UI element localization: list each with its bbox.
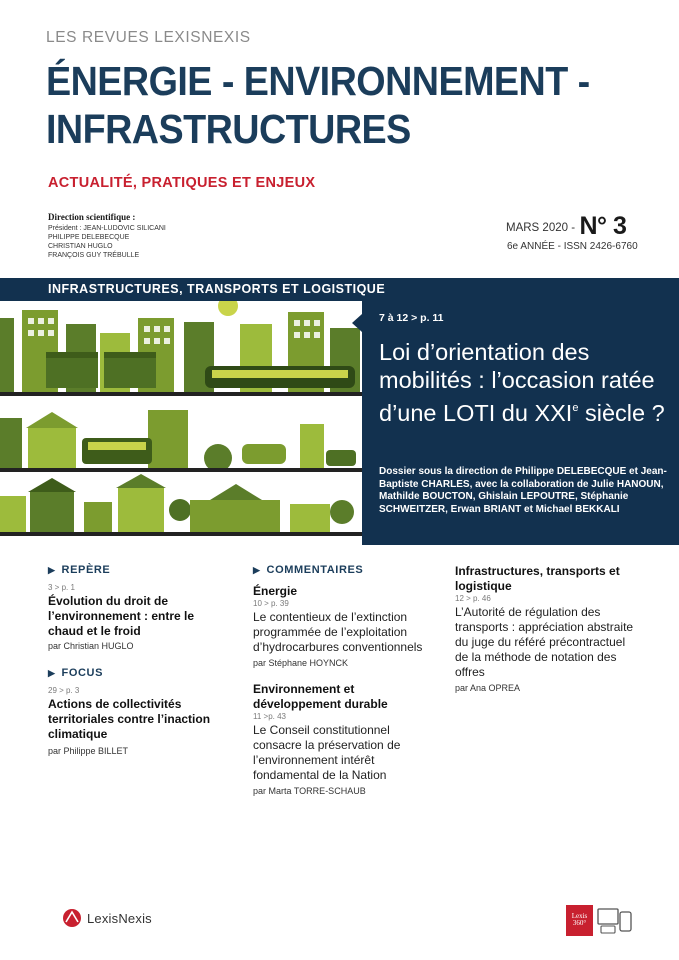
direction-member: CHRISTIAN HUGLO xyxy=(48,243,113,250)
left-column xyxy=(48,564,238,756)
triangle-icon: ▶ xyxy=(253,565,261,575)
article-ref: 3 > p. 1 xyxy=(48,583,75,592)
issue-year-issn: 6e ANNÉE - ISSN 2426-6760 xyxy=(507,241,638,252)
right-column xyxy=(455,564,635,693)
section-commentaires: ▶ COMMENTAIRES xyxy=(253,564,364,576)
devices-icon xyxy=(597,907,633,935)
journal-title-line2: INFRASTRUCTURES xyxy=(46,106,411,152)
article-ref: 12 > p. 46 xyxy=(455,594,491,603)
section-repere: ▶ REPÈRE xyxy=(48,564,111,576)
article-title: Évolution du droit de l’environnement : entre le chaud et le froid xyxy=(48,594,195,638)
article-heading: Infrastructures, transports et logistique xyxy=(455,564,620,593)
theme-label: INFRASTRUCTURES, TRANSPORTS ET LOGISTIQUE xyxy=(48,282,386,296)
journal-title-line1: ÉNERGIE - ENVIRONNEMENT - xyxy=(46,58,590,104)
direction-member: FRANÇOIS GUY TRÉBULLE xyxy=(48,252,140,259)
article-author: par Marta TORRE-SCHAUB xyxy=(253,786,366,796)
article-heading: Environnement et développement durable xyxy=(253,682,388,711)
lead-dossier: Dossier sous la direction de Philippe DELEBECQUE et Jean-Baptiste CHARLES, avec la collaboration de Julie HANOUN, Mathilde BOUCTON, Ghislain LEPOUTRE, Stéphanie SCHWEITZER, Erwan BRIANT et Michael BEKKALI xyxy=(379,466,667,515)
issue-number xyxy=(506,212,626,241)
direction-list xyxy=(48,224,166,260)
article-author: par Stéphane HOYNCK xyxy=(253,658,349,668)
article-title: Actions de collectivités territoriales contre l’inaction climatique xyxy=(48,697,211,741)
article-author: par Ana OPREA xyxy=(455,683,521,693)
issue-num: N° 3 xyxy=(579,212,627,240)
publisher-logo xyxy=(62,908,152,928)
panel-notch xyxy=(352,314,362,332)
direction-member: Président : JEAN-LUDOVIC SILICANI xyxy=(48,225,166,232)
lexisnexis-logo-icon xyxy=(62,908,82,928)
article-text: L’Autorité de régulation des transports : appréciation abstraite du juge du référé précontractuel de la méthode de notation des offres xyxy=(455,605,634,679)
direction-member: PHILIPPE DELEBECQUE xyxy=(48,234,130,241)
article-text: Le Conseil constitutionnel consacre la préservation de l’environnement intérêt fondamental de la Nation xyxy=(253,723,401,782)
triangle-icon: ▶ xyxy=(48,565,56,575)
article-ref: 10 > p. 39 xyxy=(253,599,289,608)
lead-page-ref: 7 à 12 > p. 11 xyxy=(379,312,444,324)
article-heading: Énergie xyxy=(253,584,298,598)
journal-subtitle: ACTUALITÉ, PRATIQUES ET ENJEUX xyxy=(48,175,316,191)
article-text: Le contentieux de l’extinction programmée de l’exploitation d’hydrocarbures conventionnels xyxy=(253,610,423,654)
middle-column xyxy=(253,564,433,796)
issue-month: MARS 2020 - xyxy=(506,222,576,234)
section-focus: ▶ FOCUS xyxy=(48,667,104,679)
article-ref: 29 > p. 3 xyxy=(48,686,80,695)
lead-title: Loi d’orientation des mobilités : l’occasion ratée d’une LOTI du XXIe siècle ? xyxy=(379,339,665,426)
article-author: par Philippe BILLET xyxy=(48,746,129,756)
triangle-icon: ▶ xyxy=(48,668,56,678)
article-author: par Christian HUGLO xyxy=(48,641,134,651)
lexis360-badge: Lexis 360° xyxy=(566,905,593,936)
article-ref: 11 >p. 43 xyxy=(253,712,286,721)
direction-heading: Direction scientifique : xyxy=(48,212,136,222)
series-label: LES REVUES LEXISNEXIS xyxy=(46,29,251,46)
publisher-name: LexisNexis xyxy=(87,910,152,926)
